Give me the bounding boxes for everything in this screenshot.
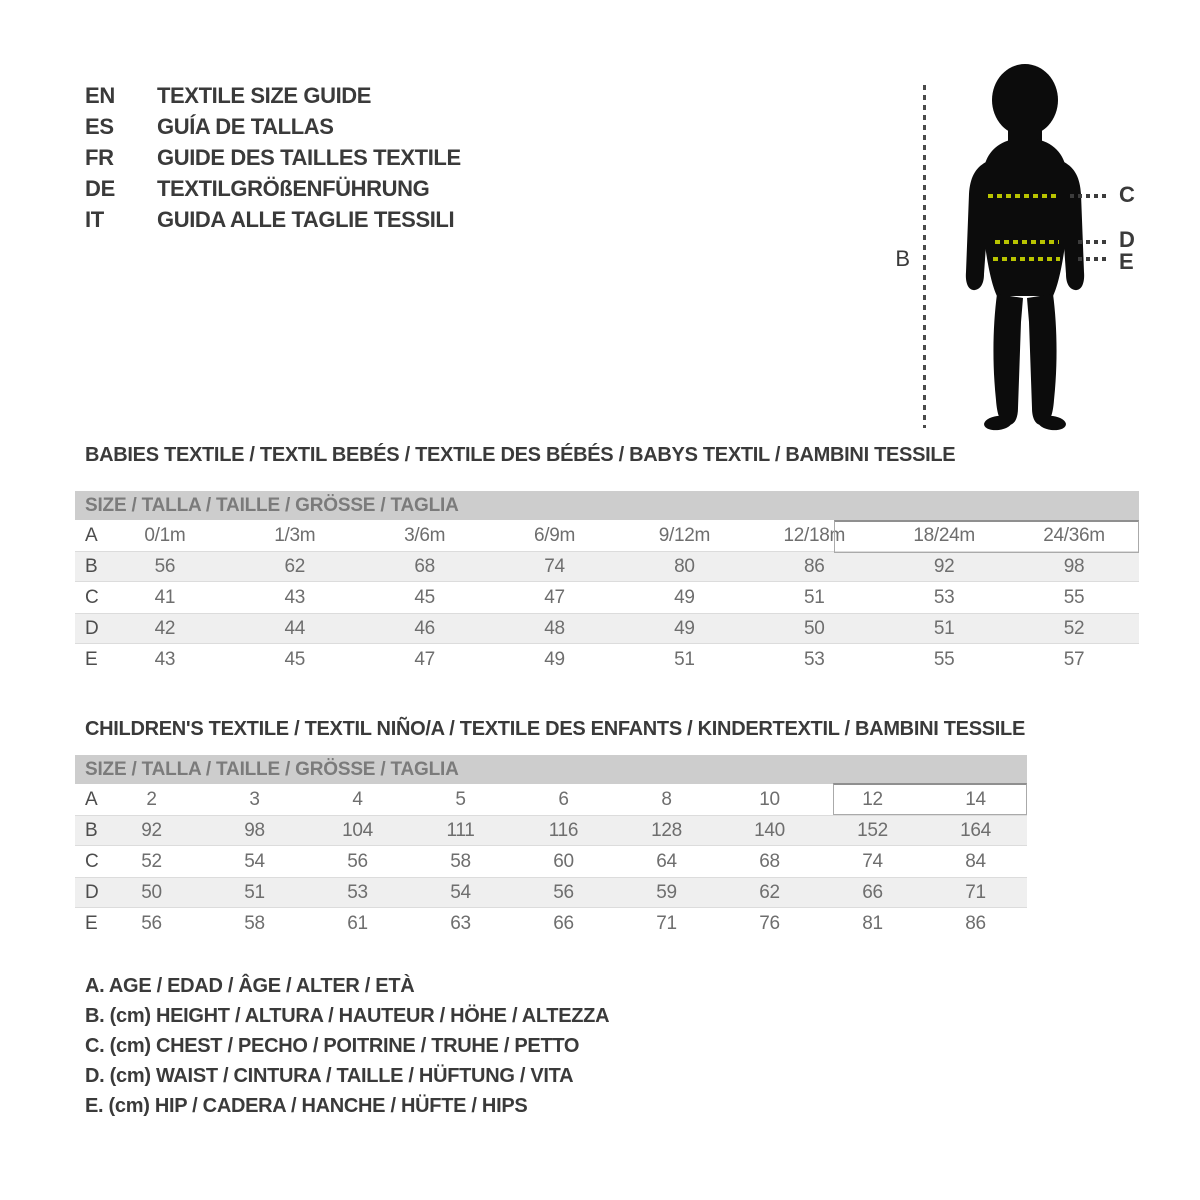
table-cell: 51 (933, 617, 955, 639)
table-cell: 164 (960, 819, 991, 841)
table-cell: 63 (450, 912, 471, 934)
children-section-heading: CHILDREN'S TEXTILE / TEXTIL NIÑO/A / TEXTILE DES ENFANTS / KINDERTEXTIL / BAMBINI TESSILE (85, 718, 1025, 740)
waist-leader-line (1078, 240, 1108, 244)
table-cell: 46 (414, 617, 435, 639)
table-cell: 54 (450, 881, 471, 903)
table-cell: 52 (141, 850, 162, 872)
row-label: E (85, 912, 98, 934)
table-cell: 49 (674, 617, 695, 639)
table-cell: 53 (347, 881, 368, 903)
table-cell: 59 (656, 881, 677, 903)
table-cell: 24/36m (1043, 524, 1105, 546)
table-cell: 111 (446, 819, 475, 841)
language-row (85, 173, 461, 204)
table-row (75, 551, 1139, 582)
legend-line-hip: E. (cm) HIP / CADERA / HANCHE / HÜFTE / HIPS (85, 1094, 528, 1117)
table-cell: 104 (342, 819, 373, 841)
guide-title: GUÍA DE TALLAS (157, 113, 334, 139)
table-cell: 50 (141, 881, 162, 903)
table-cell: 64 (656, 850, 677, 872)
height-measure-dashed-line (923, 85, 926, 428)
table-cell: 58 (450, 850, 471, 872)
hip-leader-line (1078, 257, 1108, 261)
table-cell: 68 (759, 850, 780, 872)
table-cell: 6 (558, 788, 569, 810)
table-cell: 1/3m (274, 524, 316, 546)
table-cell: 49 (544, 648, 565, 670)
table-cell: 74 (544, 555, 565, 577)
row-label: A (85, 524, 98, 546)
table-cell: 116 (548, 819, 579, 841)
table-cell: 55 (933, 648, 955, 670)
language-code: FR (85, 144, 114, 170)
table-cell: 86 (804, 555, 825, 577)
size-table-header: SIZE / TALLA / TAILLE / GRÖSSE / TAGLIA (75, 755, 1027, 784)
guide-title: TEXTILGRÖßENFÜHRUNG (157, 175, 430, 201)
table-cell: 12 (862, 788, 883, 810)
table-cell: 53 (804, 648, 825, 670)
table-cell: 66 (862, 881, 883, 903)
table-cell: 56 (154, 555, 176, 577)
chest-measure-line (988, 194, 1060, 198)
guide-title: GUIDE DES TAILLES TEXTILE (157, 144, 461, 170)
table-cell: 18/24m (913, 524, 975, 546)
table-cell: 0/1m (144, 524, 186, 546)
table-cell: 66 (553, 912, 574, 934)
table-cell: 44 (284, 617, 306, 639)
table-row (75, 846, 1027, 877)
table-cell: 5 (455, 788, 466, 810)
table-cell: 61 (347, 912, 368, 934)
table-cell: 80 (674, 555, 695, 577)
language-row (85, 111, 461, 142)
table-cell: 43 (284, 586, 306, 608)
table-cell: 92 (933, 555, 955, 577)
language-row (85, 80, 461, 111)
table-cell: 98 (244, 819, 265, 841)
table-cell: 48 (544, 617, 565, 639)
table-cell: 58 (244, 912, 265, 934)
height-label: B (895, 246, 910, 271)
table-cell: 74 (862, 850, 883, 872)
babies-size-table (75, 491, 1139, 675)
table-cell: 43 (154, 648, 176, 670)
table-cell: 56 (141, 912, 162, 934)
table-cell: 45 (284, 648, 306, 670)
table-cell: 12/18m (783, 524, 846, 546)
table-cell: 8 (661, 788, 672, 810)
table-row (75, 815, 1027, 846)
row-label: C (85, 850, 99, 872)
table-cell: 98 (1063, 555, 1085, 577)
row-label: D (85, 881, 99, 903)
row-label: D (85, 617, 99, 639)
table-cell: 47 (544, 586, 565, 608)
table-cell: 60 (553, 850, 574, 872)
language-code: ES (85, 113, 114, 139)
chest-label: C (1119, 182, 1135, 207)
table-cell: 2 (146, 788, 157, 810)
table-cell: 45 (414, 586, 435, 608)
waist-label: D (1119, 227, 1135, 252)
table-cell: 86 (965, 912, 986, 934)
babies-highlighted-sizes-box (834, 520, 1139, 553)
table-cell: 4 (352, 788, 363, 810)
table-cell: 49 (674, 586, 695, 608)
table-cell: 51 (244, 881, 265, 903)
babies-section-heading: BABIES TEXTILE / TEXTIL BEBÉS / TEXTILE DES BÉBÉS / BABYS TEXTIL / BAMBINI TESSILE (85, 444, 956, 466)
table-cell: 54 (244, 850, 265, 872)
row-label: A (85, 788, 98, 810)
table-cell: 14 (965, 788, 986, 810)
table-cell: 62 (284, 555, 306, 577)
child-silhouette (950, 62, 1090, 432)
language-code: DE (85, 175, 115, 201)
table-cell: 92 (141, 819, 162, 841)
table-cell: 152 (857, 819, 888, 841)
table-cell: 6/9m (534, 524, 576, 546)
legend-line-age: A. AGE / EDAD / ÂGE / ALTER / ETÀ (85, 974, 415, 997)
table-cell: 84 (965, 850, 986, 872)
table-cell: 55 (1063, 586, 1085, 608)
table-cell: 47 (414, 648, 435, 670)
table-cell: 42 (154, 617, 176, 639)
legend-line-waist: D. (cm) WAIST / CINTURA / TAILLE / HÜFTUNG / VITA (85, 1064, 574, 1087)
table-cell: 41 (154, 586, 176, 608)
guide-title: GUIDA ALLE TAGLIE TESSILI (157, 206, 455, 232)
table-cell: 56 (553, 881, 574, 903)
size-table-header: SIZE / TALLA / TAILLE / GRÖSSE / TAGLIA (75, 491, 1139, 520)
table-cell: 3 (249, 788, 260, 810)
row-label: E (85, 648, 98, 670)
table-cell: 128 (651, 819, 682, 841)
guide-title: TEXTILE SIZE GUIDE (157, 82, 372, 108)
row-label: B (85, 555, 98, 577)
table-cell: 10 (759, 788, 780, 810)
language-code: EN (85, 82, 115, 108)
table-cell: 52 (1063, 617, 1085, 639)
table-cell: 71 (965, 881, 986, 903)
table-cell: 71 (656, 912, 677, 934)
row-label: B (85, 819, 98, 841)
table-cell: 56 (347, 850, 368, 872)
table-cell: 62 (759, 881, 780, 903)
table-cell: 3/6m (404, 524, 446, 546)
table-cell: 50 (804, 617, 825, 639)
language-row (85, 142, 461, 173)
table-cell: 76 (759, 912, 780, 934)
table-row (75, 644, 1139, 675)
table-row (75, 877, 1027, 908)
legend-line-chest: C. (cm) CHEST / PECHO / POITRINE / TRUHE / PETTO (85, 1034, 580, 1057)
children-highlighted-sizes-box (833, 783, 1027, 815)
language-title-list (85, 80, 461, 235)
table-row (75, 908, 1027, 939)
row-label: C (85, 586, 99, 608)
table-cell: 51 (674, 648, 695, 670)
language-code: IT (85, 206, 104, 232)
table-cell: 81 (862, 912, 883, 934)
table-row (75, 582, 1139, 613)
table-cell: 68 (414, 555, 435, 577)
table-cell: 140 (754, 819, 785, 841)
hip-label: E (1119, 249, 1134, 274)
table-row (75, 613, 1139, 644)
table-cell: 57 (1063, 648, 1085, 670)
table-cell: 51 (804, 586, 825, 608)
chest-leader-line (1070, 194, 1108, 198)
legend-line-height: B. (cm) HEIGHT / ALTURA / HAUTEUR / HÖHE / ALTEZZA (85, 1004, 610, 1027)
table-cell: 9/12m (658, 524, 711, 546)
waist-measure-line (995, 240, 1059, 244)
table-cell: 53 (933, 586, 955, 608)
hip-measure-line (993, 257, 1060, 261)
measurement-legend (85, 971, 609, 1121)
language-row (85, 204, 461, 235)
